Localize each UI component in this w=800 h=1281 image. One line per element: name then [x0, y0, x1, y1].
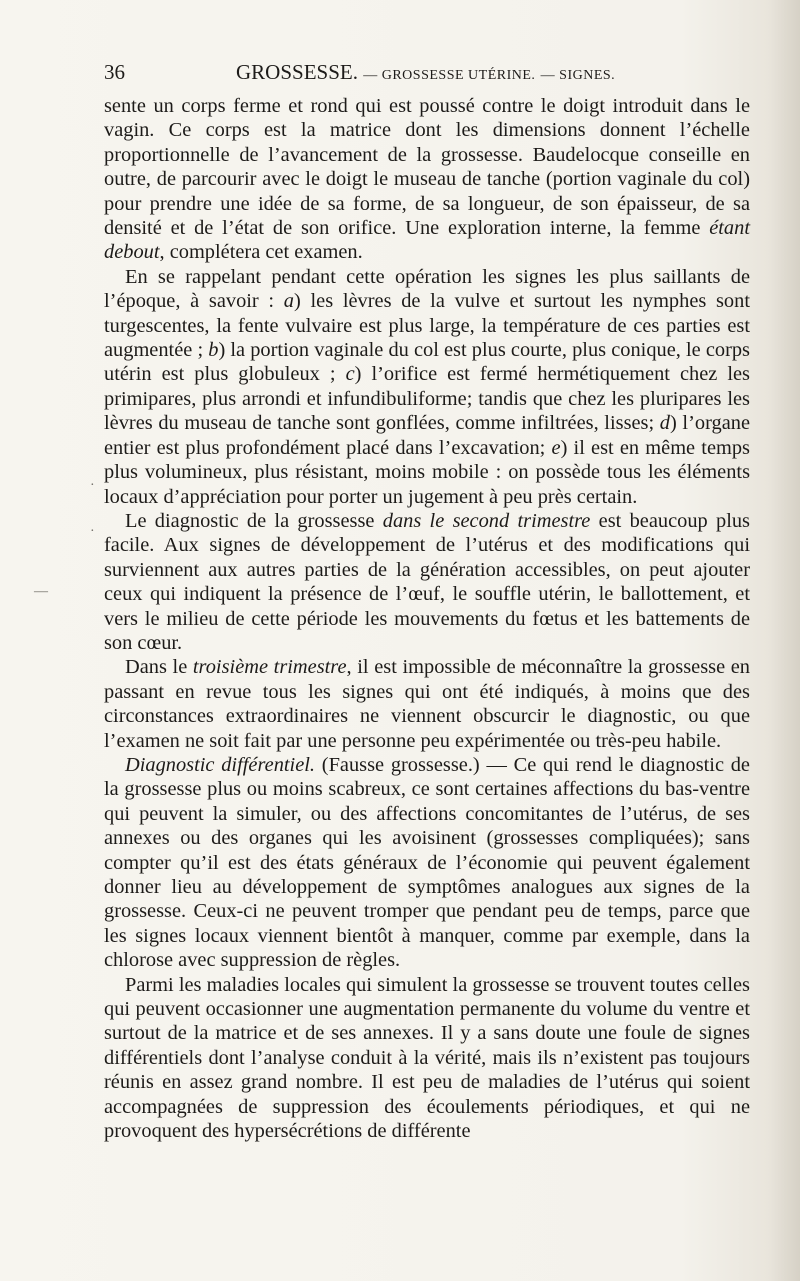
- italic-run: étant debout: [104, 217, 750, 264]
- text-run: ) il est en même temps plus volumineux, plus résistant, moins mobile : on possède tous les éléments locaux d’appréciation pour porter un jugement à peu près certain.: [104, 436, 750, 508]
- paragraph: [104, 973, 750, 1144]
- italic-run: b: [208, 339, 219, 362]
- italic-run: d: [659, 412, 670, 435]
- text-run: ) l’organe entier est plus profondément placé dans l’excavation;: [104, 412, 750, 459]
- text-run: , il est impossible de méconnaître la grossesse en passant en revue tous les signes qui ont été indiqués, à moins que des circonstances extraordinaires ne viennent obscurcir le diagnostic, ou que l’examen ne soit fait par une personne peu expérimentée ou très-peu habile.: [104, 656, 750, 752]
- paragraph: [104, 94, 750, 265]
- margin-mark: —: [34, 584, 48, 599]
- text-run: ) l’orifice est fermé hermétiquement chez les primipares, plus arrondi et infundibuliforme; tandis que chez les pluripares les lèvres du museau de tanche sont gonflées, comme infiltrées, lisses;: [104, 363, 750, 435]
- margin-mark: ·: [90, 524, 95, 539]
- text-run: ) les lèvres de la vulve et surtout les nymphes sont turgescentes, la fente vulvaire est plus large, la température de ces parties est augmentée ;: [104, 290, 750, 362]
- page-header: [104, 58, 750, 88]
- page-number: 36: [104, 60, 125, 84]
- running-head: [236, 60, 615, 85]
- italic-run: a: [283, 290, 294, 313]
- paragraph: [104, 655, 750, 753]
- margin-mark: ·: [90, 478, 95, 493]
- paragraph: [104, 509, 750, 655]
- italic-run: dans le second trimestre: [382, 509, 591, 532]
- text-run: Dans le: [125, 656, 193, 679]
- text-run: (Fausse grossesse.) — Ce qui rend le diagnostic de la grossesse plus ou moins scabreux, ce sont certaines affections du bas-ventre qui peuvent la simuler, ou des affections concomitantes de l’utérus, de ses annexes ou des organes qui les avoisinent (grossesses compliquées); sans compter qu’il est des états généraux de l’économie qui peuvent également donner lieu au développement de symptômes analogues aux signes de la grossesse. Ceux-ci ne peuvent tromper que pendant peu de temps, parce que les signes locaux viennent bientôt à manquer, comme par exemple, dans la chlorose avec suppression de règles.: [104, 753, 750, 972]
- italic-run: c: [345, 363, 355, 386]
- italic-run: e: [551, 436, 561, 459]
- paragraph: [104, 753, 750, 973]
- italic-run: troisième trimestre: [192, 656, 347, 679]
- paragraph: [104, 265, 750, 509]
- body-text: [104, 94, 750, 1143]
- running-head-title: GROSSESSE.: [236, 60, 358, 84]
- italic-run: Diagnostic différentiel.: [125, 753, 316, 776]
- text-run: Le diagnostic de la grossesse: [125, 509, 383, 532]
- text-run: sente un corps ferme et rond qui est poussé contre le doigt introduit dans le vagin. Ce corps est la matrice dont les dimensions donnent l’échelle proportionnelle de l’avancement de la grossesse. Baudelocque conseille en outre, de parcourir avec le doigt le museau de tanche (portion vaginale du col) pour prendre une idée de sa forme, de sa longueur, de son épaisseur, de sa densité et de l’état de son orifice. Une exploration interne, la femme: [104, 95, 750, 240]
- text-run: est beaucoup plus facile. Aux signes de développement de l’utérus et des modifications qui surviennent aux autres parties de la génération accessibles, on peut ajouter ceux qui indiquent la présence de l’œuf, le souffle utérin, le ballottement, et vers le milieu de cette période les mouvements du fœtus et les battements de son cœur.: [104, 509, 750, 654]
- running-head-topic: — SIGNES.: [540, 68, 616, 83]
- text-run: , complétera cet examen.: [159, 241, 363, 264]
- text-run: Parmi les maladies locales qui simulent la grossesse se trouvent toutes celles qui peuvent occasionner une augmentation permanente du volume du ventre et surtout de la matrice et de ses annexes. Il y a sans doute une foule de signes différentiels dont l’analyse conduit à la vérité, mais ils n’existent pas toujours réunis en assez grand nombre. Il est peu de maladies de l’utérus qui soient accompagnées de suppression des écoulements périodiques, et qui ne provoquent des hypersécrétions de différente: [104, 973, 750, 1143]
- text-run: ) la portion vaginale du col est plus courte, plus conique, le corps utérin est plus globuleux ;: [104, 339, 750, 386]
- running-head-section: — GROSSESSE UTÉRINE.: [363, 68, 536, 83]
- text-run: En se rappelant pendant cette opération les signes les plus saillants de l’époque, à savoir :: [104, 265, 750, 313]
